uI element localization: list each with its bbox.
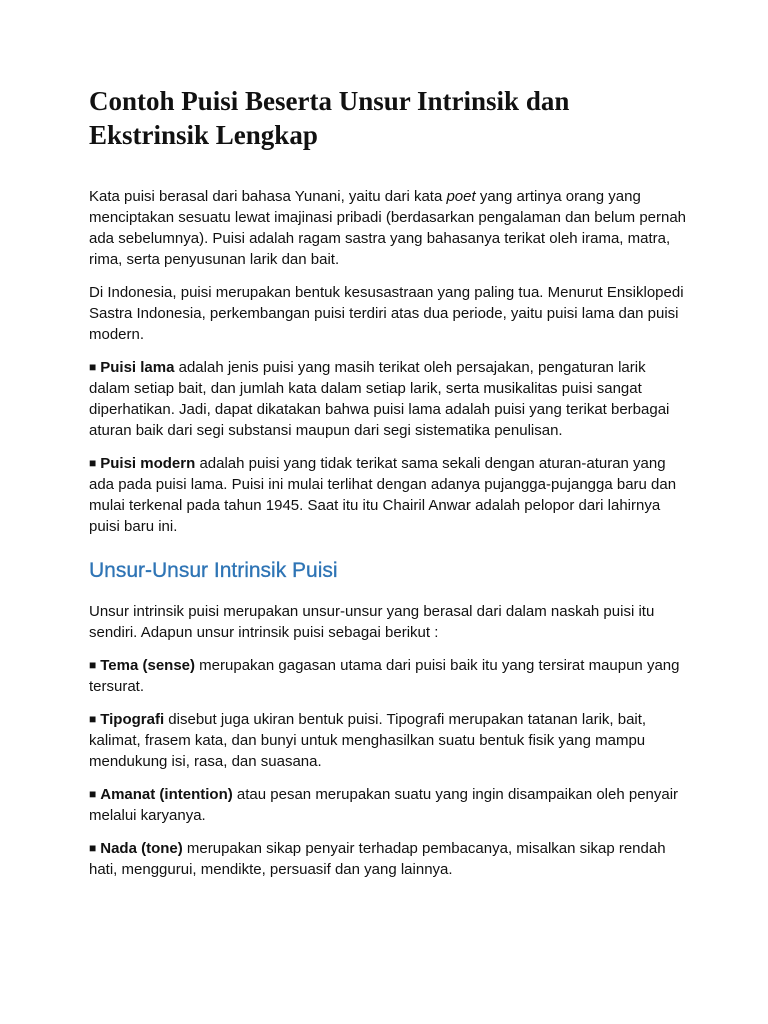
element-item-tema xyxy=(89,655,689,697)
section-intro: Unsur intrinsik puisi merupakan unsur-unsur yang berasal dari dalam naskah puisi itu sendiri. Adapun unsur intrinsik puisi sebagai berikut : xyxy=(89,603,655,641)
square-bullet-icon: ■ xyxy=(89,360,97,374)
element-item-amanat xyxy=(89,784,689,826)
square-bullet-icon: ■ xyxy=(89,456,97,470)
element-item-tipografi xyxy=(89,709,689,772)
type-term: Puisi lama xyxy=(100,359,175,376)
element-text: atau pesan merupakan suatu yang ingin disampaikan oleh penyair melalui karyanya. xyxy=(89,786,679,824)
intro-text-before: Kata puisi berasal dari bahasa Yunani, yaitu dari kata xyxy=(89,188,447,205)
element-term: Nada (tone) xyxy=(100,840,183,857)
element-term: Amanat (intention) xyxy=(100,786,233,803)
intro-text-after: yang artinya orang yang menciptakan sesuatu lewat imajinasi pribadi (berdasarkan pengalaman dan belum pernah ada sebelumnya). Puisi adalah ragam sastra yang bahasanya terikat oleh irama, matra, rima, serta penyusunan larik dan bait. xyxy=(89,188,687,268)
type-item-puisi-lama xyxy=(89,357,689,441)
intro-paragraph-1 xyxy=(89,186,689,270)
element-term: Tema (sense) xyxy=(100,657,196,674)
square-bullet-icon: ■ xyxy=(89,841,97,855)
intro-italic-word: poet xyxy=(446,188,476,205)
type-text: adalah puisi yang tidak terikat sama sekali dengan aturan-aturan yang ada pada puisi lama. Puisi ini mulai terlihat dengan adanya pujangga-pujangga baru dan mulai terkenal pada tahun 1945. Saat itu itu Chairil Anwar adalah pelopor dari lahirnya puisi baru ini. xyxy=(89,455,677,535)
square-bullet-icon: ■ xyxy=(89,712,97,726)
document-page xyxy=(89,84,689,892)
type-term: Puisi modern xyxy=(100,455,196,472)
element-text: merupakan sikap penyair terhadap pembacanya, misalkan sikap rendah hati, menggurui, mendikte, persuasif dan yang lainnya. xyxy=(89,840,666,878)
element-item-nada xyxy=(89,838,689,880)
intro-paragraph-2: Di Indonesia, puisi merupakan bentuk kesusastraan yang paling tua. Menurut Ensiklopedi Sastra Indonesia, perkembangan puisi terdiri atas dua periode, yaitu puisi lama dan puisi modern. xyxy=(89,284,684,343)
element-text: merupakan gagasan utama dari puisi baik itu yang tersirat maupun yang tersurat. xyxy=(89,657,680,695)
square-bullet-icon: ■ xyxy=(89,658,97,672)
element-text: disebut juga ukiran bentuk puisi. Tipografi merupakan tatanan larik, bait, kalimat, frasem kata, dan bunyi untuk menghasilkan suatu bentuk fisik yang mampu mendukung isi, rasa, dan suasana. xyxy=(89,711,647,770)
square-bullet-icon: ■ xyxy=(89,787,97,801)
section-heading: Unsur-Unsur Intrinsik Puisi xyxy=(89,559,338,582)
element-term: Tipografi xyxy=(100,711,165,728)
type-text: adalah jenis puisi yang masih terikat oleh persajakan, pengaturan larik dalam setiap bait, dan jumlah kata dalam setiap larik, serta musikalitas puisi sangat diperhatikan. Jadi, dapat dikatakan bahwa puisi lama adalah puisi yang terikat berbagai aturan baik dari segi substansi maupun dari segi sistematika penulisan. xyxy=(89,359,670,439)
page-title: Contoh Puisi Beserta Unsur Intrinsik dan Ekstrinsik Lengkap xyxy=(89,86,570,150)
type-item-puisi-modern xyxy=(89,453,689,537)
